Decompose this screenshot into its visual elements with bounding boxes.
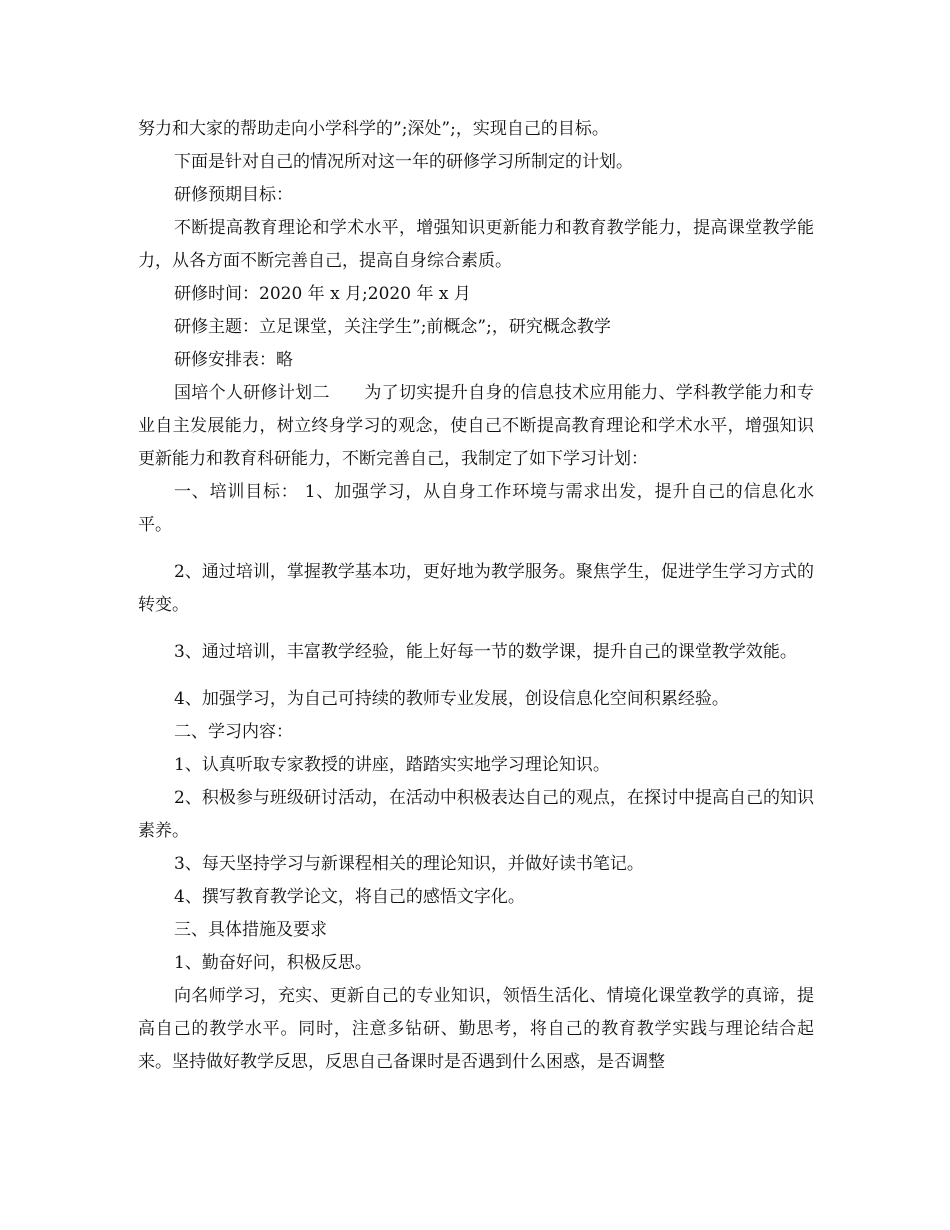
heading-measures: 三、具体措施及要求 — [174, 920, 327, 940]
paragraph-training-goal-1: 一、培训目标： 1、加强学习，从自身工作环境与需求出发，提升自己的信息化水平。 — [138, 482, 814, 535]
paragraph-training-goal-4: 4、加强学习，为自己可持续的教师专业发展，创设信息化空间积累经验。 — [174, 689, 729, 709]
paragraph-study-time: 研修时间：2020 年 x 月;2020 年 x 月 — [174, 284, 471, 304]
heading-expected-goals: 研修预期目标： — [174, 185, 293, 205]
paragraph-content-3: 3、每天坚持学习与新课程相关的理论知识，并做好读书笔记。 — [174, 854, 644, 874]
paragraph-plan-two: 国培个人研修计划二 为了切实提升自身的信息技术应用能力、学科教学能力和专业自主发展能力，树立终身学习的观念，使自己不断提高教育理论和学术水平，增强知识更新能力和教育科研能力，不断完善自己，我制定了如下学习计划： — [138, 383, 814, 469]
paragraph-content-2: 2、积极参与班级研讨活动，在活动中积极表达自己的观点，在探讨中提高自己的知识素养。 — [138, 788, 814, 841]
paragraph-plan-intro: 下面是针对自己的情况所对这一年的研修学习所制定的计划。 — [174, 152, 633, 172]
paragraph-content-4: 4、撰写教育教学论文，将自己的感悟文字化。 — [174, 887, 525, 907]
heading-study-content: 二、学习内容： — [174, 722, 293, 742]
paragraph-content-1: 1、认真听取专家教授的讲座，踏踏实实地学习理论知识。 — [174, 755, 610, 775]
paragraph-training-goal-2: 2、通过培训，掌握教学基本功，更好地为教学服务。聚焦学生，促进学生学习方式的转变。 — [138, 562, 814, 615]
paragraph-goals: 不断提高教育理论和学术水平，增强知识更新能力和教育教学能力，提高课堂教学能力，从各方面不断完善自己，提高自身综合素质。 — [138, 218, 814, 271]
paragraph-study-theme: 研修主题：立足课堂，关注学生”;前概念”;，研究概念教学 — [174, 317, 611, 337]
paragraph-schedule: 研修安排表：略 — [174, 350, 293, 370]
document-body — [138, 113, 814, 1079]
paragraph-continuation: 努力和大家的帮助走向小学科学的”;深处”;，实现自己的目标。 — [138, 119, 609, 139]
paragraph-measure-detail: 向名师学习，充实、更新自己的专业知识，领悟生活化、情境化课堂教学的真谛，提高自己的教学水平。同时，注意多钻研、勤思考，将自己的教育教学实践与理论结合起来。坚持做好教学反思，反思自己备课时是否遇到什么困惑，是否调整 — [138, 986, 814, 1072]
paragraph-measure-1: 1、勤奋好问，积极反思。 — [174, 953, 372, 973]
paragraph-training-goal-3: 3、通过培训，丰富教学经验，能上好每一节的数学课，提升自己的课堂教学效能。 — [174, 642, 797, 662]
